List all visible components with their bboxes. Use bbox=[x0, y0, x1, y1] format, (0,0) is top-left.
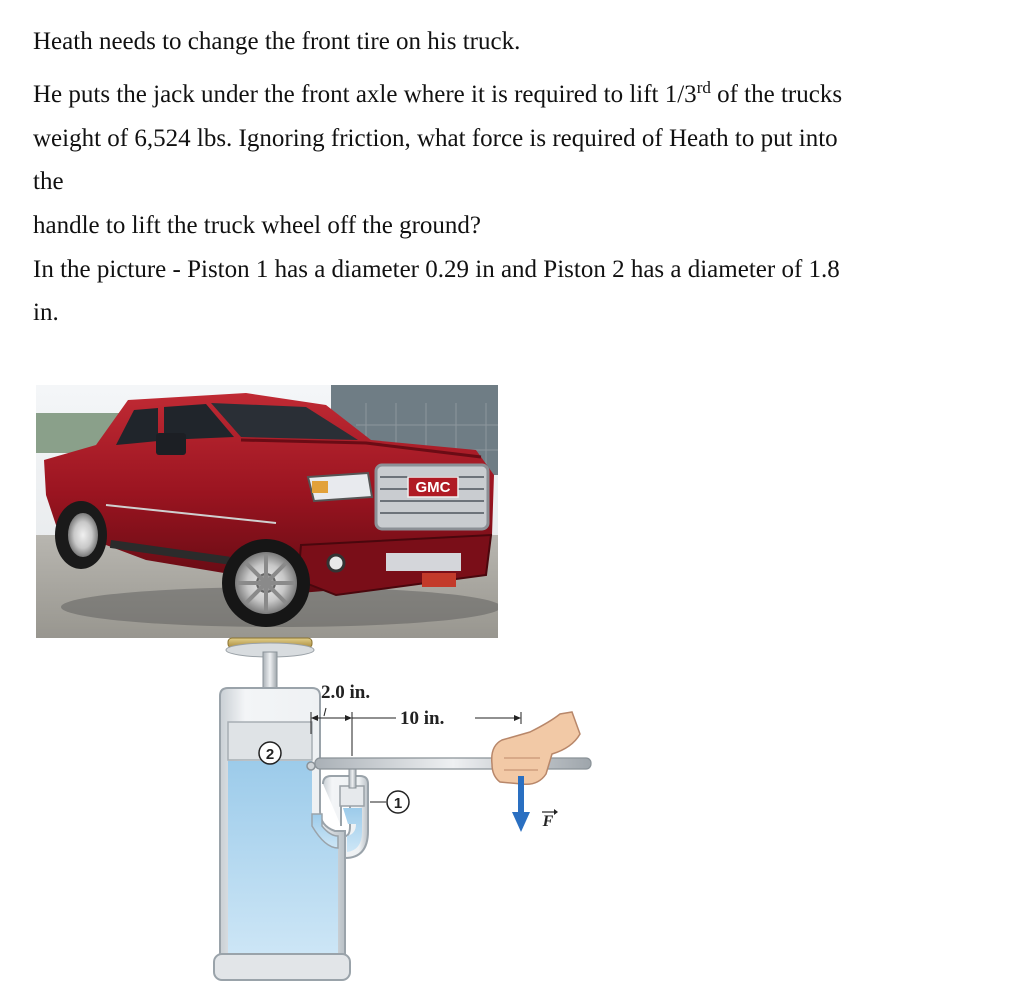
truck-photo bbox=[36, 385, 498, 638]
lever-pivot bbox=[307, 762, 315, 770]
hydraulic-jack-diagram bbox=[200, 636, 620, 986]
dimension-leader bbox=[324, 708, 326, 716]
problem-line-2-tail: of the trucks bbox=[710, 81, 843, 108]
problem-line-3: weight of 6,524 lbs. Ignoring friction, what force is required of Heath to put into bbox=[33, 125, 838, 152]
front-wheel bbox=[222, 539, 310, 627]
problem-line-4: the bbox=[33, 168, 64, 195]
fog-light bbox=[328, 555, 344, 571]
small-piston bbox=[340, 786, 364, 806]
rear-wheel bbox=[55, 501, 107, 569]
problem-line-6: In the picture - Piston 1 has a diameter 0.29 in and Piston 2 has a diameter of 1.8 bbox=[33, 256, 840, 283]
dealer-plate bbox=[422, 573, 456, 587]
force-vector-tip bbox=[554, 809, 558, 815]
problem-line-7: in. bbox=[33, 299, 59, 326]
hydraulic-fluid bbox=[228, 761, 338, 956]
force-arrow-shaft bbox=[518, 776, 524, 814]
force-label: F bbox=[542, 813, 554, 830]
problem-line-1: Heath needs to change the front tire on his truck. bbox=[33, 28, 521, 55]
ordinal-superscript: rd bbox=[696, 78, 711, 97]
hand-icon bbox=[492, 712, 580, 784]
bumper-chrome bbox=[386, 553, 461, 571]
amber-light bbox=[312, 481, 328, 493]
dimension-arrow-mid bbox=[345, 715, 352, 721]
gmc-badge-text: GMC bbox=[415, 479, 451, 496]
jack-base bbox=[214, 954, 350, 980]
problem-line-2-text: He puts the jack under the front axle where it is required to lift 1/3 bbox=[33, 81, 697, 108]
problem-line-2 bbox=[33, 80, 842, 110]
dimension-arrow-right bbox=[514, 715, 521, 721]
piston-1-label: 1 bbox=[393, 795, 403, 812]
side-mirror bbox=[156, 433, 186, 455]
dimension-short-label: 2.0 in. bbox=[321, 682, 371, 703]
problem-line-5: handle to lift the truck wheel off the ground? bbox=[33, 212, 482, 239]
dimension-long-label: 10 in. bbox=[400, 708, 445, 729]
force-arrow-head bbox=[512, 812, 530, 832]
piston-2-label: 2 bbox=[265, 746, 275, 763]
